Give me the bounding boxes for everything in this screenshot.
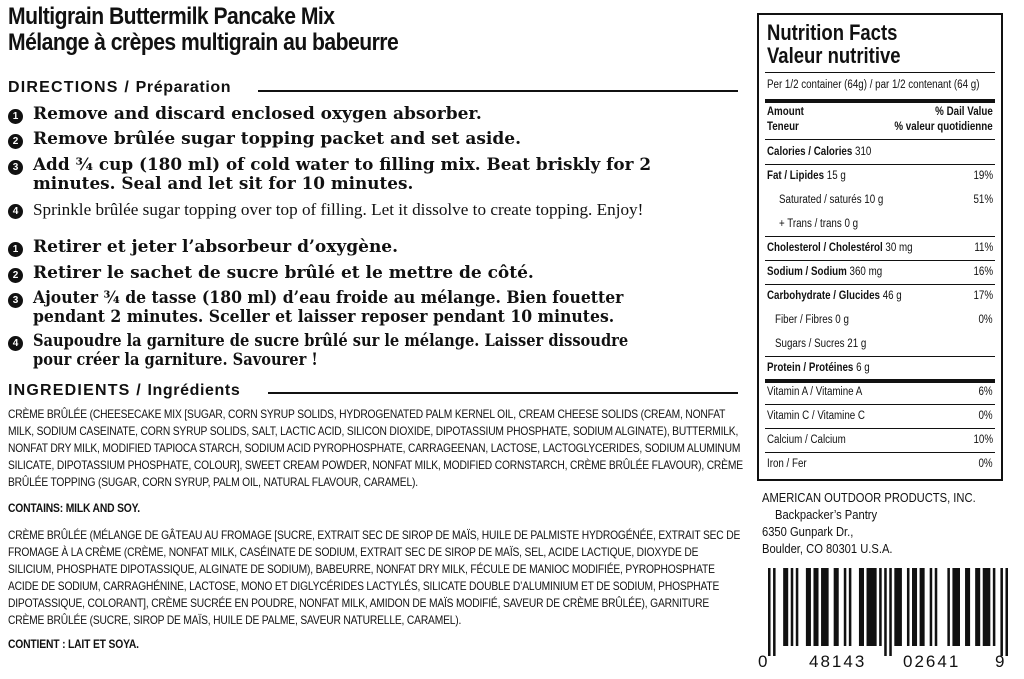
direction-step-en-3 [8,156,657,194]
nutrition-facts-table [757,13,1003,481]
amount-label-fr: Teneur [767,121,799,133]
company-city: Boulder, CO 80301 U.S.A. [762,541,893,556]
fiber-label: Fiber / Fibres 0 g [775,314,849,326]
vitamin-c-label: Vitamin C / Vitamine C [767,410,865,422]
amount-label: Amount [767,106,804,118]
cholesterol-amount: 30 mg [885,242,913,254]
fat-label: Fat / Lipides [767,170,825,182]
divider [765,236,995,237]
barcode-bar [975,568,980,646]
contains-en: CONTAINS: MILK AND SOY. [8,501,140,515]
barcode-bar [983,568,991,646]
sodium-label: Sodium / Sodium [767,266,847,278]
divider [765,452,995,453]
barcode-bar [791,568,794,646]
barcode-bar [879,568,882,646]
ingredients-fr: CRÈME BRÛLÉE (MÉLANGE DE GÂTEAU AU FROMAGE [SUCRE, EXTRAIT SEC DE SIROP DE MAÏS, HUILE DE PALMISTE HYDROGÉNÉE, EXTRAIT SEC DE FROMAGE À LA CRÈME (CRÈME, NONFAT MILK, CASÉINATE DE SODIUM, EXTRAIT SEC DE SIROP DE MAÏS, SEL, ACIDE LACTIQUE, DIOXYDE DE SILICIUM, PHOSPHATE DIPOTASSIQUE, ALGINATE DE SODIUM), BABEURRE, NONFAT DRY MILK, FÉCULE DE MANIOC MODIFIÉE, PYROPHOSPHATE ACIDE DE SODIUM, CARRAGHÉNINE, LACTOSE, MONO ET DIGLYCÉRIDES LACTYLÉS, SILICATE DOUBLE D’ALUMINIUM ET DE SODIUM, PHOSPHATE DIPOTASSIQUE, COLORANT], CRÈME SUCRÉE EN POUDRE, NONFAT MILK, AMIDON DE MAÏS MODIFIÉ, SAVEUR DE CRÈME BRÛLÉE), GARNITURE CRÈME BRÛLÉE (SUCRE, SIROP DE MAÏS, HUILE DE PALME, SAVEUR NATURELLE, CARAMEL). [8,528,741,627]
direction-step-fr-2 [8,264,534,283]
step-number: 3 [8,160,23,175]
product-title-fr: Mélange à crèpes multigrain au babeurre [8,29,399,56]
sugars-label: Sugars / Sucres 21 g [775,338,867,350]
saturated-dv: 51% [973,194,993,206]
vitamin-a-label: Vitamin A / Vitamine A [767,386,863,398]
company-name: AMERICAN OUTDOOR PRODUCTS, INC. [762,490,976,505]
divider [765,139,995,140]
fiber-dv: 0% [978,314,993,326]
ingredients-heading-fr: Ingrédients [147,382,241,399]
ingredients-en: CRÈME BRÛLÉE (CHEESECAKE MIX [SUGAR, CORN SYRUP SOLIDS, HYDROGENATED PALM KERNEL OIL, CREAM CHEESE SOLIDS (CREAM, NONFAT MILK, SODIUM CASEINATE, CORN SYRUP SOLIDS, SALT, LACTIC ACID, SILICON DIOXIDE, DIPOTASSIUM PHOSPHATE, SODIUM ALGINATE), BUTTERMILK, NONFAT DRY MILK, MODIFIED TAPIOCA STARCH, SODIUM ACID PYROPHOSPHATE, CARRAGEENAN, LACTOSE, LACTOGLYCERIDES, SODIUM ALUMINUM SILICATE, DIPOTASSIUM PHOSPHATE, COLOUR], SWEET CREAM POWDER, NONFAT MILK, MODIFIED CORNSTARCH, CRÈME BRÛLÉE FLAVOUR), CRÈME BRÛLÉE TOPPING (SUGAR, CORN SYRUP, PALM OIL, NATURAL FLAVOUR, CARAMEL). [8,407,743,489]
divider [765,260,995,261]
step-text: Retirer et jeter l’absorbeur d’oxygène. [33,237,399,257]
ingredients-heading [8,382,240,400]
vitamin-a-dv: 6% [978,386,993,398]
directions-rule [258,90,738,92]
cholesterol-dv: 11% [974,242,993,254]
barcode-guard-bar [773,568,776,656]
barcode-bar [859,568,864,646]
direction-step-en-2 [8,130,521,149]
barcode-guard-bar [884,568,887,656]
nutrition-title-fr: Valeur nutritive [767,43,901,68]
directions-heading [8,79,231,97]
barcode-bar [844,568,847,646]
barcode-bar [965,568,970,646]
step-number: 3 [8,293,23,308]
sodium-dv: 16% [973,266,993,278]
step-text [33,289,623,327]
divider [765,284,995,285]
barcode-bar [834,568,839,646]
iron-dv: 0% [978,458,993,470]
divider [765,404,995,405]
barcode-bar [849,568,852,646]
divider-thick [765,99,995,103]
barcode-bar [783,568,788,646]
step-text-line: Saupoudre la garniture de sucre brûlé sur le mélange. Laisser dissoudre [33,331,629,351]
nutrition-title [767,21,901,67]
direction-step-fr-1 [8,238,398,257]
step-text-line: Ajouter ¾ de tasse (180 ml) d’eau froide au mélange. Bien fouetter [33,288,624,308]
directions-heading-en: DIRECTIONS / [8,79,130,96]
daily-value-label-fr: % valeur quotidienne [894,121,993,133]
carbohydrate-amount: 46 g [882,290,902,302]
direction-step-fr-3 [8,289,675,327]
fat-amount: 15 g [826,170,846,182]
barcode-bar [920,568,925,646]
step-text: Remove and discard enclosed oxygen absorber. [33,104,482,124]
iron-label: Iron / Fer [767,458,807,470]
ingredients-rule [268,392,738,394]
direction-step-en-1 [8,105,482,124]
step-text: Retirer le sachet de sucre brûlé et le mettre de côté. [33,263,534,283]
carbohydrate-label: Carbohydrate / Glucides [767,290,880,302]
protein-amount: 6 g [856,362,870,374]
protein-label: Protein / Protéines [767,362,854,374]
divider-thick [765,379,995,383]
product-title-en: Multigrain Buttermilk Pancake Mix [8,3,335,30]
step-text-line: Add ¾ cup (180 ml) of cold water to filling mix. Beat briskly for 2 [33,155,652,175]
daily-value-label: % Dail Value [935,106,993,118]
barcode-bar [867,568,877,646]
fat-dv: 19% [973,170,993,182]
direction-step-fr-4 [8,332,725,370]
barcode-bar [930,568,933,646]
company-street: 6350 Gunpark Dr., [762,524,854,539]
divider [765,428,995,429]
nutrition-title-en: Nutrition Facts [767,20,898,45]
barcode-bar [894,568,902,646]
step-text-line: pour créer la garniture. Savourer ! [33,350,318,370]
calories-value: 310 [855,146,872,158]
barcode-bar [952,568,960,646]
step-text [33,156,651,194]
divider [765,72,995,73]
step-number: 2 [8,134,23,149]
step-number: 4 [8,204,23,219]
direction-step-en-4 [8,200,644,219]
barcode-lead-digit: 0 [758,652,768,671]
step-text: Remove brûlée sugar topping packet and set aside. [33,129,522,149]
serving-size-text: Per 1/2 container (64g) / par 1/2 contenant (64 g) [767,79,980,91]
saturated-label: Saturated / saturés 10 g [779,194,884,206]
upc-barcode [768,568,1008,656]
step-number: 1 [8,242,23,257]
step-text: Sprinkle brûlée sugar topping over top of filling. Let it dissolve to create topping. Enjoy! [33,200,644,219]
barcode-bar [907,568,910,646]
barcode-check-digit: 9 [995,652,1005,671]
calcium-dv: 10% [973,434,993,446]
step-number: 2 [8,268,23,283]
barcode-left-digits: 48143 [809,652,867,671]
sodium-amount: 360 mg [849,266,883,278]
barcode-right-digits: 02641 [903,652,961,671]
product-title [8,4,398,56]
calories-label: Calories / Calories [767,146,853,158]
trans-label: + Trans / trans 0 g [779,218,859,230]
barcode-bar [993,568,996,646]
barcode-guard-bar [768,568,771,656]
contains-fr: CONTIENT : LAIT ET SOYA. [8,637,139,651]
barcode-bar [813,568,818,646]
step-number: 1 [8,109,23,124]
cholesterol-label: Cholesterol / Cholestérol [767,242,883,254]
barcode-bar [912,568,917,646]
step-text-line: minutes. Seal and let sit for 10 minutes. [33,174,414,194]
directions-heading-fr: Préparation [135,79,232,96]
barcode-bar [947,568,950,646]
barcode-bar [796,568,799,646]
ingredients-heading-en: INGREDIENTS / [8,382,142,399]
divider [765,164,995,165]
barcode-guard-bar [1005,568,1008,656]
barcode-guard-bar [889,568,892,656]
brand-name: Backpacker’s Pantry [775,507,878,522]
barcode-bar [821,568,829,646]
barcode-guard-bar [1000,568,1003,656]
vitamin-c-dv: 0% [978,410,993,422]
barcode-bar [806,568,811,646]
carbohydrate-dv: 17% [973,290,993,302]
barcode-bar [935,568,938,646]
divider [765,356,995,357]
step-text [33,332,628,370]
calcium-label: Calcium / Calcium [767,434,846,446]
step-number: 4 [8,336,23,351]
step-text-line: pendant 2 minutes. Sceller et laisser reposer pendant 10 minutes. [33,307,615,327]
